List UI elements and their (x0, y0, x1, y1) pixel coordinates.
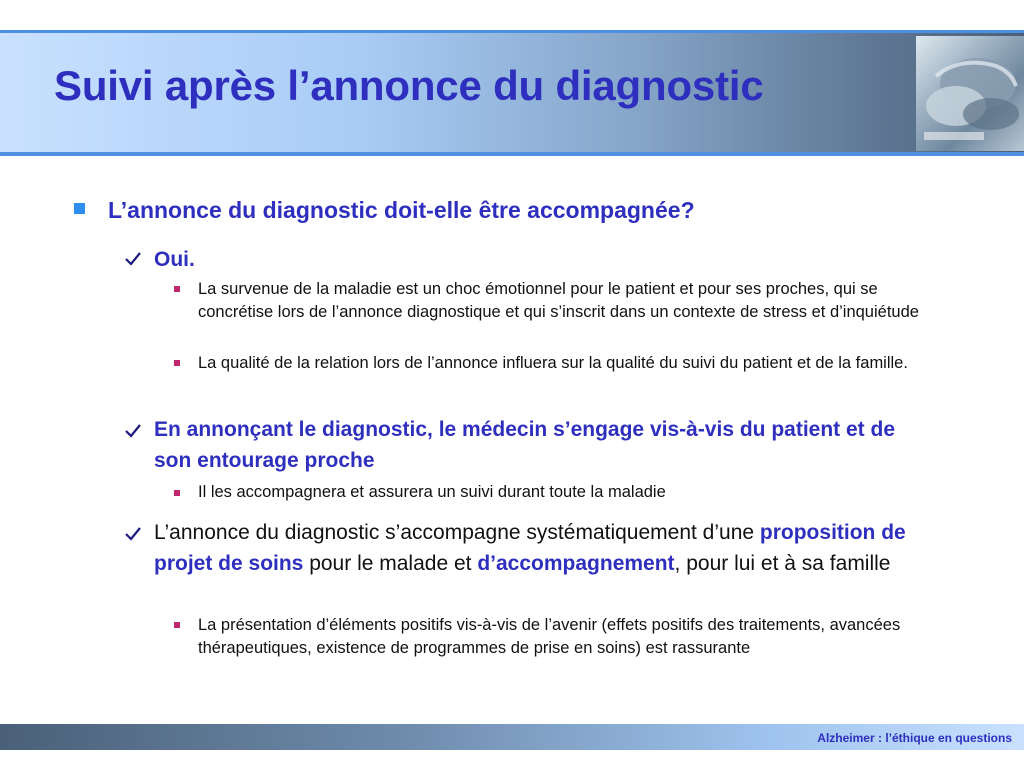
sub-point: La qualité de la relation lors de l’annonce influera sur la qualité du suivi du patient et de la famille. (198, 354, 908, 372)
care-project-emphasis: proposition de projet de soins (154, 521, 906, 575)
sub-bullet (174, 490, 180, 496)
hands-photo-icon (916, 36, 1024, 151)
point-care-project (154, 517, 914, 579)
point-commitment: En annonçant le diagnostic, le médecin s’engage vis-à-vis du patient et de son entourage proche (154, 418, 896, 472)
checkmark-icon (124, 250, 142, 268)
support-emphasis: d’accompagnement (477, 552, 675, 575)
sub-point: Il les accompagnera et assurera un suivi durant toute la maladie (198, 483, 666, 501)
checkmark-icon (124, 525, 142, 543)
slide-title: Suivi après l’annonce du diagnostic (54, 62, 764, 109)
header-bottom-line (0, 152, 1024, 156)
question-heading: L’annonce du diagnostic doit-elle être accompagnée? (108, 197, 695, 223)
level1-bullet (74, 203, 85, 214)
checkmark-icon (124, 422, 142, 440)
sub-bullet (174, 360, 180, 366)
sub-bullet (174, 622, 180, 628)
point-text: L’annonce du diagnostic s’accompagne systématiquement d’une (154, 521, 755, 544)
sub-point: La présentation d’éléments positifs vis-à-vis de l’avenir (effets positifs des traitements, avancées thérapeutiques, existence de programmes de prise en soins) est rassurante (198, 616, 901, 657)
point-text: , pour lui et à sa famille (674, 552, 891, 575)
footer-text: Alzheimer : l’éthique en questions (817, 731, 1012, 745)
sub-bullet (174, 286, 180, 292)
point-yes: Oui. (154, 248, 195, 271)
point-text: pour le malade et (309, 552, 472, 575)
hands-photo (916, 36, 1024, 151)
sub-point: La survenue de la maladie est un choc émotionnel pour le patient et pour ses proches, qui se concrétise lors de l’annonce diagnostique et qui s’inscrit dans un contexte de stress et d’inquiétude (198, 280, 919, 321)
